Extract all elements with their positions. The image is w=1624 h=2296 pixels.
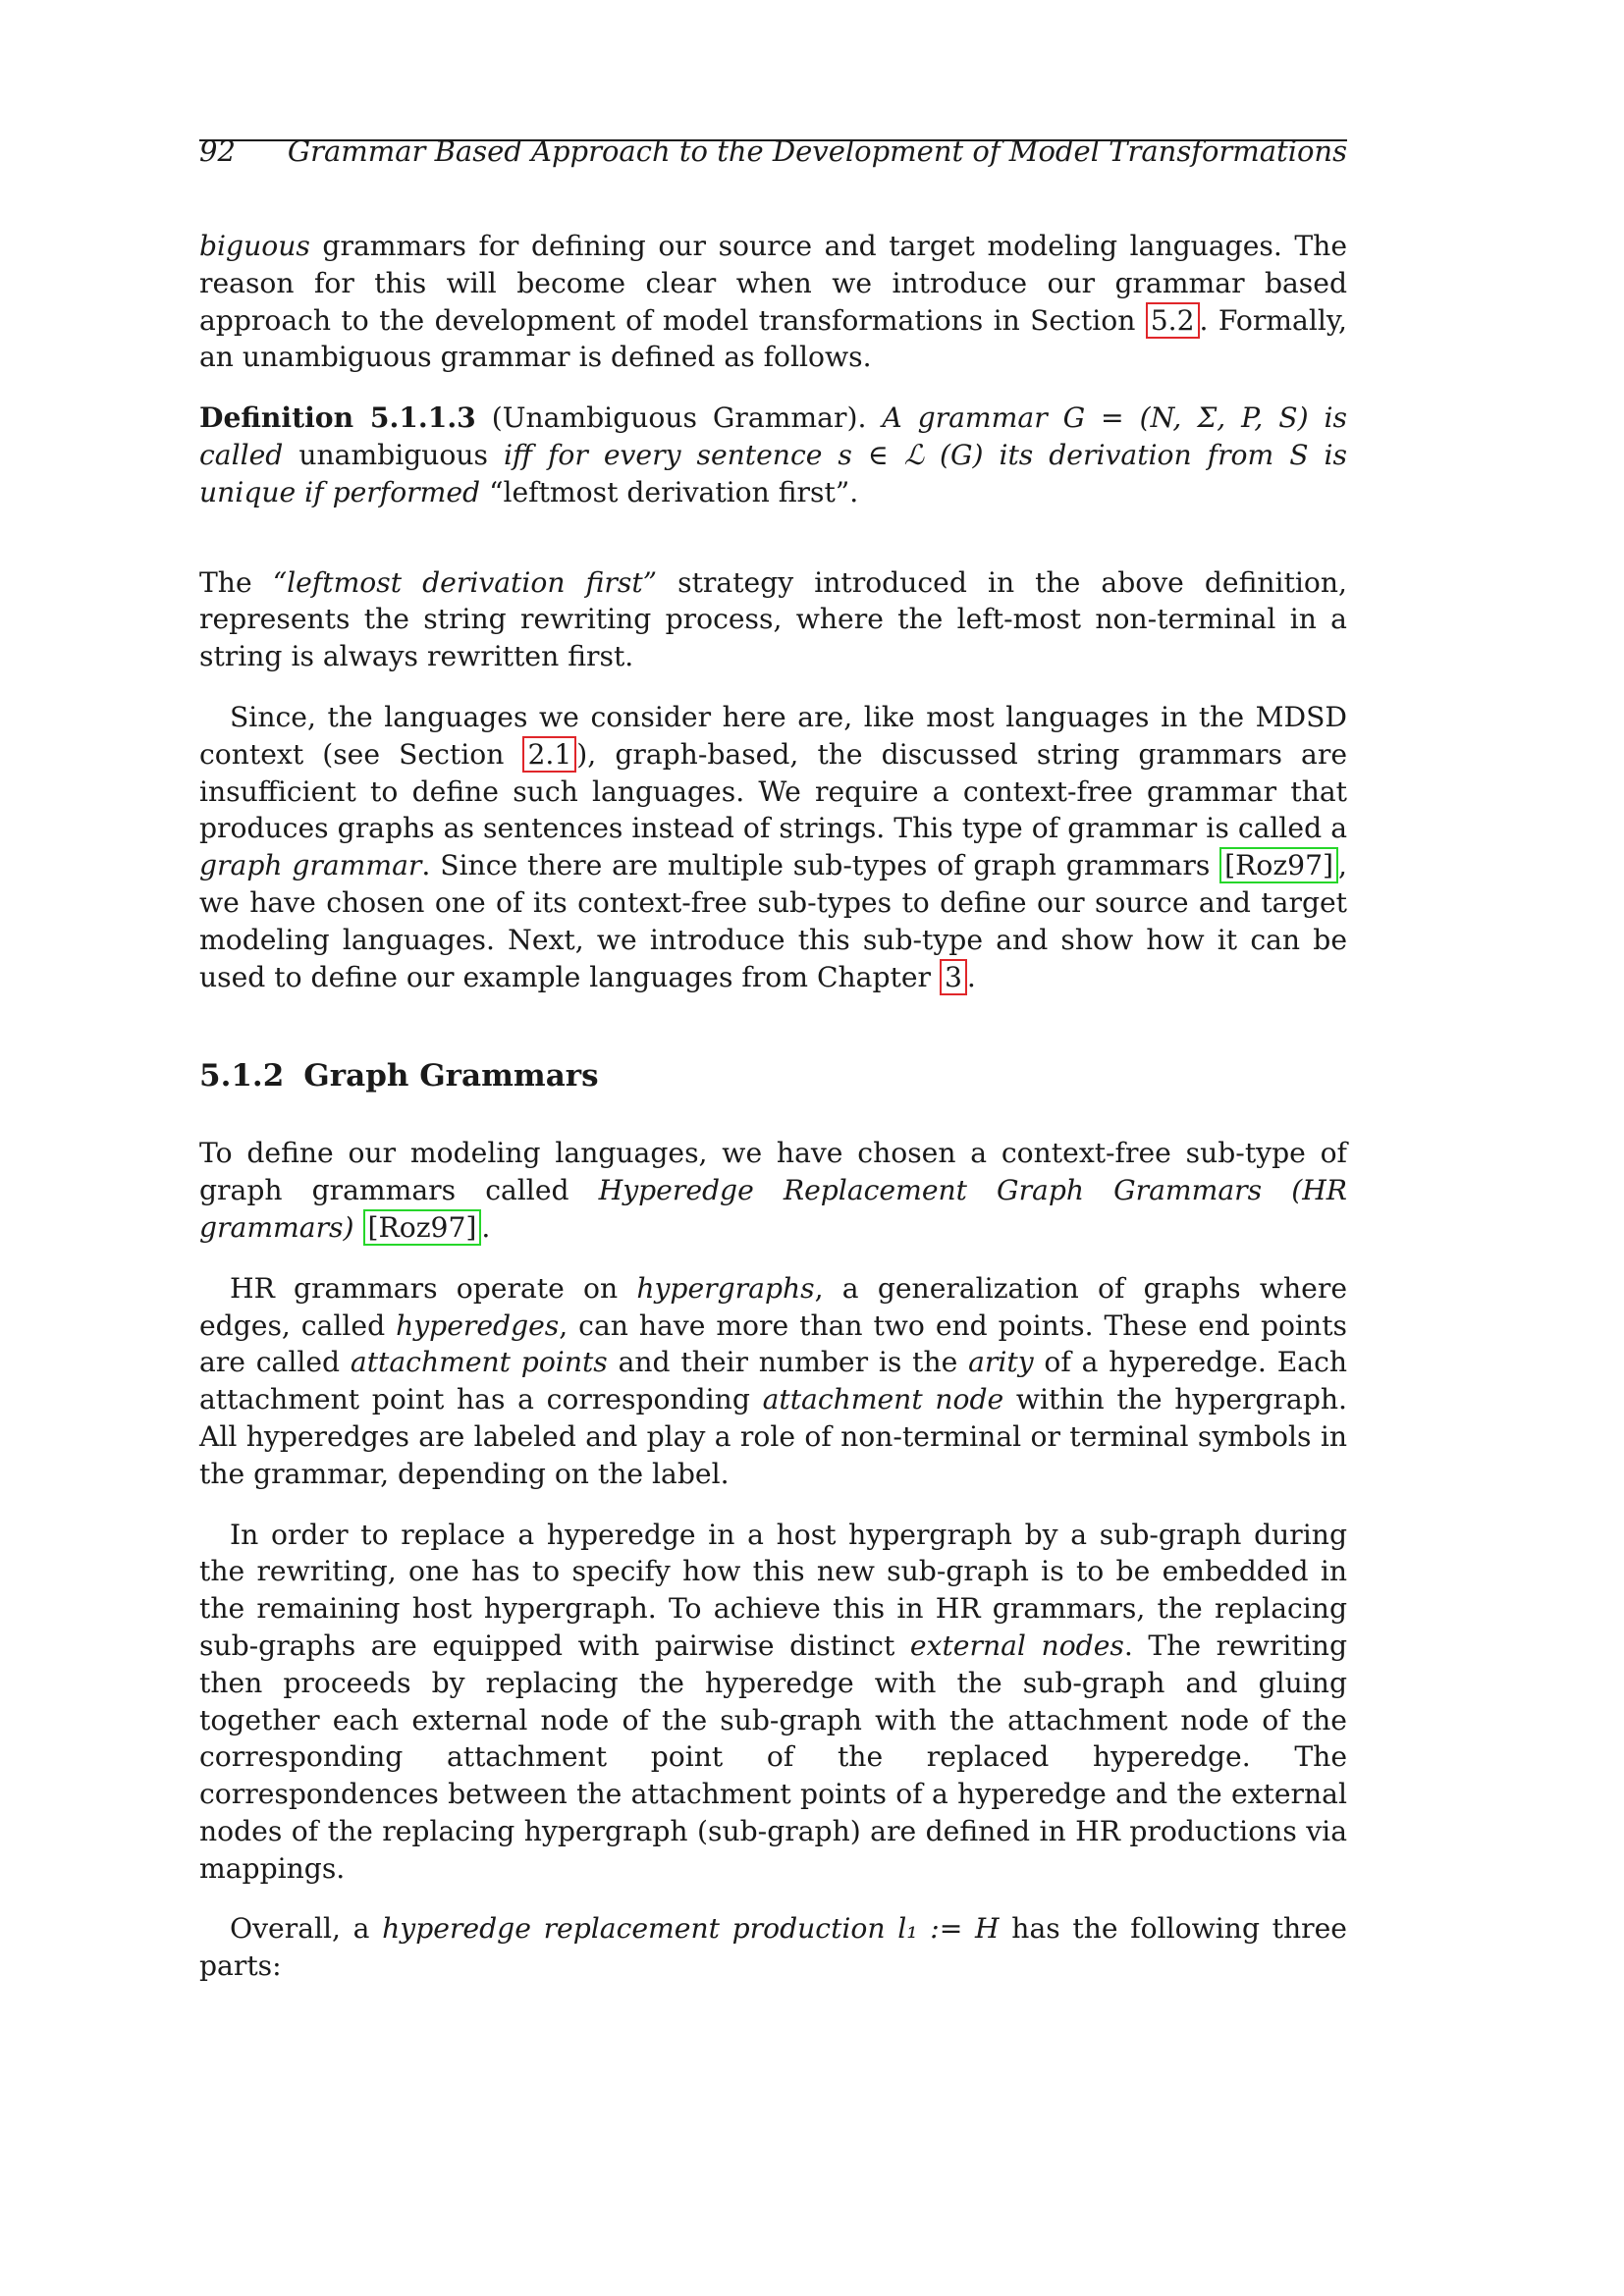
section-reference-link[interactable]: 5.2: [1146, 302, 1200, 339]
paragraph-continuation: biguous grammars for defining our source and target modeling languages. The reason for this will become clear when we introduce our grammar based approach to the development of model transformations in Section 5.2 . Formally, an unambiguous grammar is defined as follows.: [199, 230, 1347, 374]
citation-link[interactable]: [Roz97]: [1219, 847, 1338, 883]
running-title: Grammar Based Approach to the Development of Model Transformations: [287, 134, 1347, 168]
math-production: l₁ := H: [885, 1912, 1000, 1946]
section-title: Graph Grammars: [303, 1058, 599, 1095]
paragraph-leftmost-strategy: The “leftmost derivation first” strategy introduced in the above definition, represents the string rewriting process, where the left-most non-terminal in a string is always rewritten first.: [199, 565, 1347, 673]
math-sentence: s ∈ ℒ (G): [838, 438, 984, 471]
paragraph-rewriting: In order to replace a hyperedge in a host hypergraph by a sub-graph during the rewriting, one has to specify how this new sub-graph is to be embedded in the remaining host hypergraph. To achieve this in HR grammars, the replacing sub-graphs are equipped with pairwise distinct external nodes. The rewriting then proceeds by replacing the hyperedge with the sub-graph and gluing together each external node of the sub-graph with the attachment node of the corresponding attachment point of the replaced hyperedge. The correspondences between the attachment points of a hyperedge and the external nodes of the replacing hypergraph (sub-graph) are defined in HR productions via mappings.: [199, 1518, 1347, 1885]
paragraph-production-parts: Overall, a hyperedge replacement production l₁ := H has the following three parts:: [199, 1912, 1347, 1983]
section-reference-link[interactable]: 2.1: [522, 736, 576, 773]
running-header: [199, 133, 1347, 168]
definition-label: Definition 5.1.1.3: [199, 401, 476, 435]
definition-name: (Unambiguous Grammar).: [491, 401, 867, 435]
paragraph-hypergraphs: HR grammars operate on hypergraphs, a generalization of graphs where edges, called hyperedges, can have more than two end points. These end points are called attachment points and their number is the arity of a hyperedge. Each attachment point has a corresponding attachment node within the hypergraph. All hyperedges are labeled and play a role of non-terminal or terminal symbols in the grammar, depending on the label.: [199, 1271, 1348, 1490]
section-heading: [199, 1056, 1347, 1095]
paragraph-hr-grammars-intro: To define our modeling languages, we have chosen a context-free sub-type of graph grammars called Hyperedge Replacement Graph Grammars (HR grammars) [Roz97] .: [199, 1137, 1347, 1244]
definition-block: Definition 5.1.1.3 (Unambiguous Grammar). A grammar G = (N, Σ, P, S) is called unambiguous iff for every sentence s ∈ ℒ (G) its derivation from S is unique if performed “leftmost derivation first”.: [199, 401, 1347, 508]
math-grammar-tuple: G = (N, Σ, P, S): [1062, 401, 1309, 435]
chapter-reference-link[interactable]: 3: [940, 959, 967, 995]
citation-link[interactable]: [Roz97]: [363, 1209, 482, 1246]
body-text: [199, 228, 1347, 2008]
paragraph-graph-based: Since, the languages we consider here are, like most languages in the MDSD context (see Section 2.1 ), graph-based, the discussed string grammars are insufficient to define such languages. We require a context-free grammar that produces graphs as sentences instead of strings. This type of grammar is called a graph grammar. Since there are multiple sub-types of graph grammars [Roz97] , we have chosen one of its context-free sub-types to define our source and target modeling languages. Next, we introduce this sub-type and show how it can be used to define our example languages from Chapter 3 .: [199, 700, 1348, 993]
section-number: 5.1.2: [199, 1058, 285, 1095]
page-number: 92: [199, 134, 236, 168]
